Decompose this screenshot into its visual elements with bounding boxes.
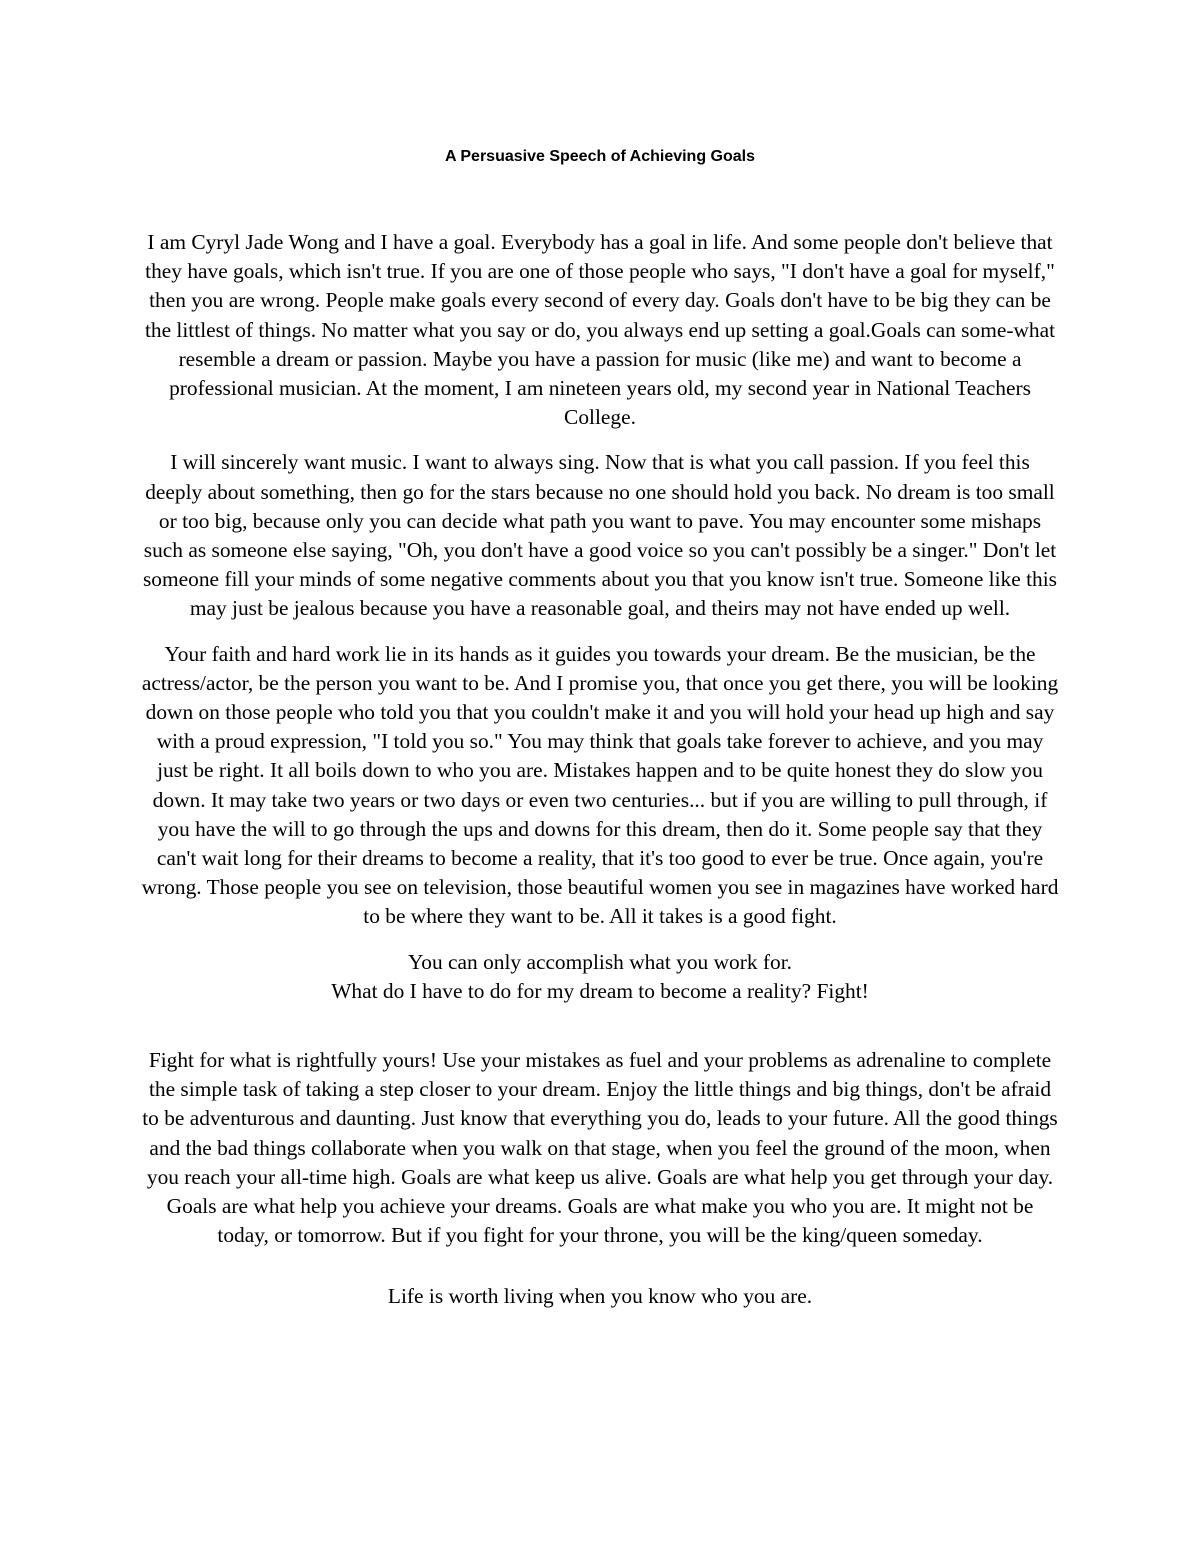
quote-block — [140, 948, 1060, 1006]
paragraph-faith: Your faith and hard work lie in its hands as it guides you towards your dream. Be the musician, be the actress/actor, be the person you want to be. And I promise you, that once you get there, you will be looking down on those people who told you that you couldn't make it and you will hold your head up high and say with a proud expression, "I told you so." You may think that goals take forever to achieve, and you may just be right. It all boils down to who you are. Mistakes happen and to be quite honest they do slow you down. It may take two years or two days or even two centuries... but if you are willing to pull through, if you have the will to go through the ups and downs for this dream, then do it. Some people say that they can't wait long for their dreams to become a reality, that it's too good to ever be true. Once again, you're wrong. Those people you see on television, those beautiful women you see in magazines have worked hard to be where they want to be. All it takes is a good fight. — [141, 641, 1059, 929]
paragraph-fight: Fight for what is rightfully yours! Use your mistakes as fuel and your problems as adrenaline to complete the simple task of taking a step closer to your dream. Enjoy the little things and big things, don't be afraid to be adventurous and daunting. Just know that everything you do, leads to your future. All the good things and the bad things collaborate when you walk on that stage, when you feel the ground of the moon, when you reach your all-time high. Goals are what keep us alive. Goals are what help you get through your day. Goals are what help you achieve your dreams. Goals are what make you who you are. It might not be today, or tomorrow. But if you fight for your throne, you will be the king/queen someday. — [142, 1048, 1058, 1248]
document-body — [140, 228, 1060, 1311]
paragraph-introduction: I am Cyryl Jade Wong and I have a goal. Everybody has a goal in life. And some people don't believe that they have goals, which isn't true. If you are one of those people who says, "I don't have a goal for myself," then you are wrong. People make goals every second of every day. Goals don't have to be big they can be the littlest of things. No matter what you say or do, you always end up setting a goal.Goals can some-what resemble a dream or passion. Maybe you have a passion for music (like me) and want to become a professional musician. At the moment, I am nineteen years old, my second year in National Teachers College. — [144, 230, 1056, 430]
paragraph-passion: I will sincerely want music. I want to always sing. Now that is what you call passion. If you feel this deeply about something, then go for the stars because no one should hold you back. No dream is too small or too big, because only you can decide what path you want to pave. You may encounter some mishaps such as someone else saying, "Oh, you don't have a good voice so you can't possibly be a singer." Don't let someone fill your minds of some negative comments about you that you know isn't true. Someone like this may just be jealous because you have a reasonable goal, and theirs may not have ended up well. — [142, 450, 1057, 621]
quote-line: What do I have to do for my dream to become a reality? Fight! — [331, 978, 869, 1003]
closing-line: Life is worth living when you know who you are. — [387, 1283, 813, 1308]
document-title: A Persuasive Speech of Achieving Goals — [444, 148, 756, 165]
quote-line: You can only accomplish what you work for. — [408, 949, 792, 974]
